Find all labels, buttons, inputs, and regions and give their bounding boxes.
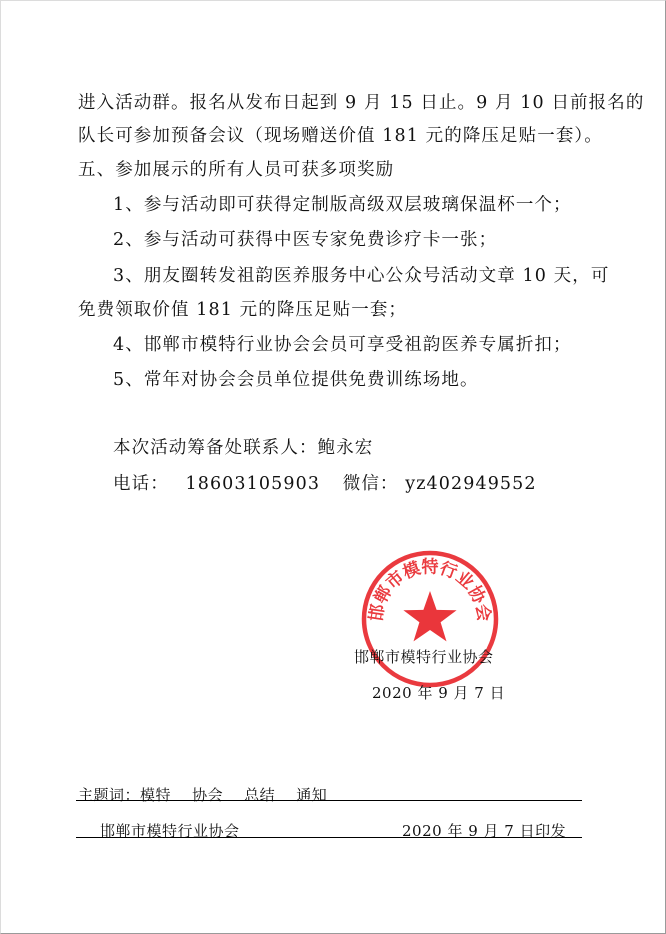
paragraph-line: 队长可参加预备会议（现场赠送价值 181 元的降压足贴一套）。	[78, 126, 603, 146]
official-seal-stamp	[360, 549, 500, 689]
footer-rule-top	[76, 800, 582, 801]
section-heading: 五、参加展示的所有人员可获多项奖励	[78, 160, 395, 180]
phone-label: 电话：	[113, 474, 169, 494]
contact-line	[113, 470, 537, 495]
contact-person: 本次活动筹备处联系人：鲍永宏	[113, 438, 374, 458]
wechat-label: 微信：	[342, 474, 399, 494]
reward-item-3-cont: 免费领取价值 181 元的降压足贴一套；	[78, 300, 408, 320]
reward-item-1: 1、参与活动即可获得定制版高级双层玻璃保温杯一个；	[113, 195, 572, 215]
reward-item-5: 5、常年对协会会员单位提供免费训练场地。	[113, 370, 479, 390]
paragraph-line: 进入活动群。报名从发布日起到 9 月 15 日止。9 月 10 日前报名的	[78, 93, 645, 113]
phone-number: 18603105903	[185, 474, 321, 494]
keywords: 主题词：模特 协会 总结 通知	[78, 786, 328, 804]
seal-text: 邯郸市模特行业协会	[366, 557, 494, 623]
reward-item-4: 4、邯郸市模特行业协会会员可享受祖韵医养专属折扣；	[113, 335, 572, 355]
wechat-id: yz402949552	[405, 474, 537, 494]
footer-issuer: 邯郸市模特行业协会	[100, 822, 240, 840]
reward-item-2: 2、参与活动可获得中医专家免费诊疗卡一张；	[113, 230, 498, 250]
reward-item-3: 3、朋友圈转发祖韵医养服务中心公众号活动文章 10 天，可	[113, 266, 610, 286]
signature-org: 邯郸市模特行业协会	[354, 648, 494, 666]
footer-rule-bottom	[76, 837, 582, 838]
footer-issue-date: 2020 年 9 月 7 日印发	[402, 822, 567, 840]
signature-date: 2020 年 9 月 7 日	[372, 684, 506, 702]
